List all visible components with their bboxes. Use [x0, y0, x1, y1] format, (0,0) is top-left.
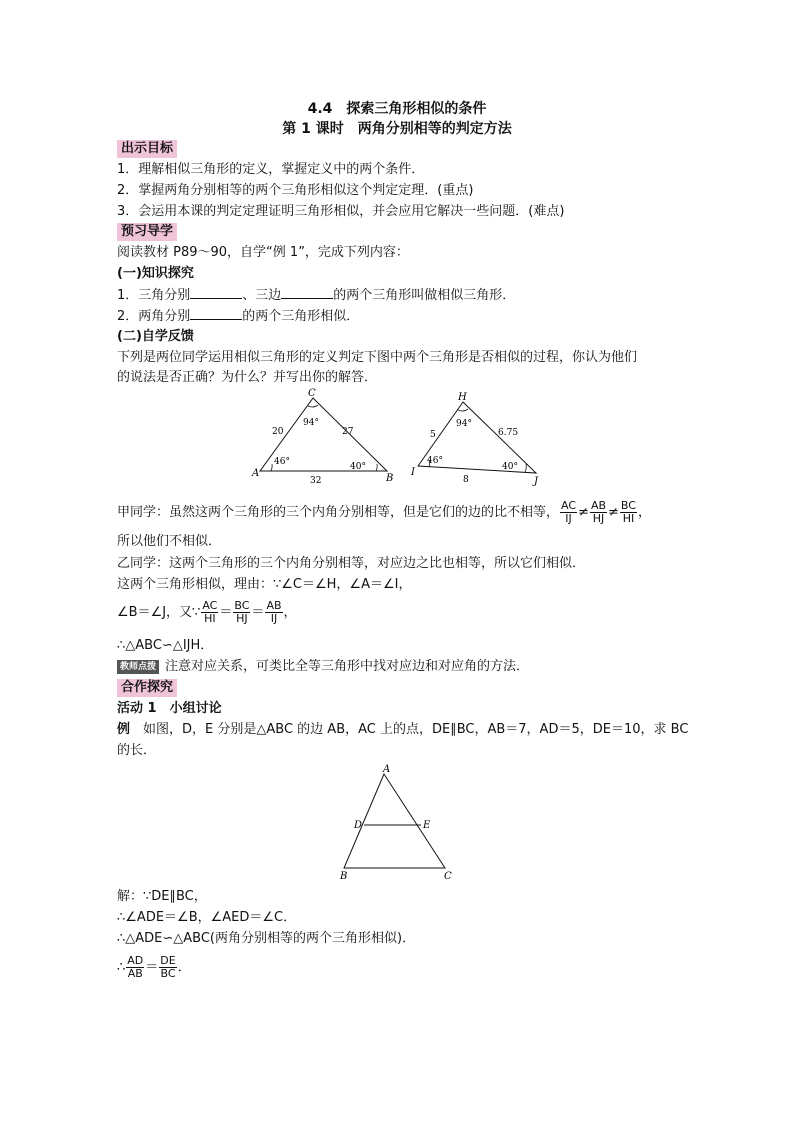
student-yi-line: 乙同学：这两个三角形的三个内角分别相等，对应边之比也相等，所以它们相似． — [117, 556, 586, 571]
question-line-1: 下列是两位同学运用相似三角形的定义判定下图中两个三角形是否相似的过程，你认为他们 — [117, 350, 638, 365]
activity-title: 活动 1 小组讨论 — [117, 701, 222, 716]
equal-sign: ＝ — [219, 605, 233, 620]
objective-2: 2．掌握两角分别相等的两个三角形相似这个判定定理．(重点) — [117, 183, 474, 198]
answer-blank[interactable] — [190, 286, 242, 299]
k1-part-a: 1．三角分别 — [117, 288, 191, 303]
feedback-title: (二)自学反馈 — [117, 329, 194, 344]
cooperate-tag: 合作探究 — [117, 679, 177, 697]
objective-3: 3．会运用本课的判定定理证明三角形相似，并会应用它解决一些问题．(难点) — [117, 204, 565, 219]
angle-a-label: 46° — [274, 457, 290, 467]
vertex-b-label: B — [340, 871, 348, 882]
angle-c-label: 94° — [303, 418, 319, 428]
k1-part-b: 、三边 — [242, 288, 282, 303]
side-hj-label: 6.75 — [498, 428, 519, 438]
reason-line-2 — [117, 600, 297, 626]
example-text: 如图，D，E 分别是△ABC 的边 AB，AC 上的点，DE∥BC，AB＝7，AD＝5，DE＝10，求 BC — [130, 722, 689, 737]
angle-arc — [376, 464, 377, 471]
comma: ， — [283, 605, 297, 620]
knowledge-item-2 — [117, 307, 359, 326]
solution-line-4 — [117, 954, 191, 982]
student-jia-line — [117, 500, 651, 526]
side-cb-label: 27 — [342, 427, 354, 437]
side-ab-label: 32 — [310, 476, 322, 486]
angle-arc — [308, 405, 318, 407]
vertex-i-label: I — [411, 467, 415, 478]
solution-line-2: ∴∠ADE＝∠B，∠AED＝∠C． — [117, 910, 297, 925]
period: ． — [177, 960, 191, 975]
similar-triangles-figure — [250, 388, 550, 488]
solution-line-1: 解：∵DE∥BC， — [117, 889, 207, 904]
example-line — [117, 721, 688, 739]
not-equal-sign: ≠ — [608, 505, 619, 520]
example-label: 例 — [117, 722, 131, 737]
angle-arc — [271, 464, 272, 471]
reason-line: 这两个三角形相似，理由：∵∠C＝∠H，∠A＝∠I， — [117, 577, 412, 592]
angle-i-label: 46° — [427, 456, 443, 466]
side-ih-label: 5 — [430, 430, 436, 440]
not-equal-sign: ≠ — [578, 505, 589, 520]
vertex-a-label: A — [252, 468, 260, 479]
side-ac-label: 20 — [272, 427, 284, 437]
angle-h-label: 94° — [456, 419, 472, 429]
lesson-subtitle: 第 1 课时 两角分别相等的判定方法 — [282, 121, 512, 137]
side-ij-label: 8 — [463, 475, 469, 485]
teacher-note-line — [117, 658, 529, 676]
vertex-c-label: C — [444, 871, 452, 882]
preview-intro: 阅读教材 P89～90，自学“例 1”，完成下列内容： — [117, 245, 409, 260]
vertex-h-label: H — [458, 392, 467, 403]
example-line-2: 的长． — [117, 743, 157, 758]
solution-line-3: ∴△ADE∽△ABC(两角分别相等的两个三角形相似)． — [117, 931, 416, 946]
fraction: $\frac{AC}{HI}$ — [202, 599, 218, 625]
point-d-label: D — [354, 820, 363, 831]
angle-arc — [458, 409, 468, 411]
point-e-label: E — [423, 820, 431, 831]
objective-1: 1．理解相似三角形的定义，掌握定义中的两个条件． — [117, 162, 425, 177]
conclusion-line: ∴△ABC∽△IJH． — [117, 638, 214, 653]
knowledge-item-1 — [117, 286, 515, 305]
vertex-b-label: B — [386, 473, 394, 484]
fraction: $\frac{DE}{BC}$ — [160, 954, 176, 980]
fraction: $\frac{AD}{AB}$ — [127, 954, 144, 980]
fraction: $\frac{AC}{IJ}$ — [561, 499, 577, 525]
equal-sign: ＝ — [145, 960, 159, 975]
fraction: $\frac{BC}{HJ}$ — [234, 599, 250, 625]
k2-part-a: 2．两角分别 — [117, 309, 191, 324]
student-jia-end: 所以他们不相似． — [117, 534, 222, 549]
angle-j-label: 40° — [502, 462, 518, 472]
fraction: $\frac{BC}{HI}$ — [620, 499, 636, 525]
vertex-j-label: J — [534, 476, 539, 487]
vertex-a-label: A — [383, 764, 391, 775]
triangle-de-parallel-bc-figure — [330, 764, 460, 882]
answer-blank[interactable] — [190, 307, 242, 320]
lesson-title: 4.4 探索三角形相似的条件 — [307, 101, 487, 117]
fraction: $\frac{AB}{HJ}$ — [590, 499, 607, 525]
therefore-sign: ∴ — [117, 960, 126, 975]
question-line-2: 的说法是否正确？为什么？并写出你的解答． — [117, 370, 378, 385]
teacher-badge: 教师点拨 — [117, 660, 159, 674]
vertex-c-label: C — [308, 388, 316, 399]
answer-blank[interactable] — [281, 286, 333, 299]
comma: ， — [637, 505, 651, 520]
student-jia-text: 甲同学：虽然这两个三角形的三个内角分别相等，但是它们的边的比不相等， — [117, 505, 560, 520]
k1-part-c: 的两个三角形叫做相似三角形． — [333, 288, 516, 303]
angle-arc — [525, 464, 526, 472]
fraction: $\frac{AB}{IJ}$ — [266, 599, 282, 625]
reason-2-text: ∠B＝∠J，又∵ — [117, 605, 201, 620]
objectives-tag: 出示目标 — [117, 140, 177, 158]
teacher-note: 注意对应关系，可类比全等三角形中找对应边和对应角的方法． — [165, 659, 530, 674]
angle-b-label: 40° — [350, 462, 366, 472]
preview-tag: 预习导学 — [117, 223, 177, 241]
equal-sign: ＝ — [251, 605, 265, 620]
knowledge-title: (一)知识探究 — [117, 266, 194, 281]
k2-part-b: 的两个三角形相似． — [242, 309, 360, 324]
